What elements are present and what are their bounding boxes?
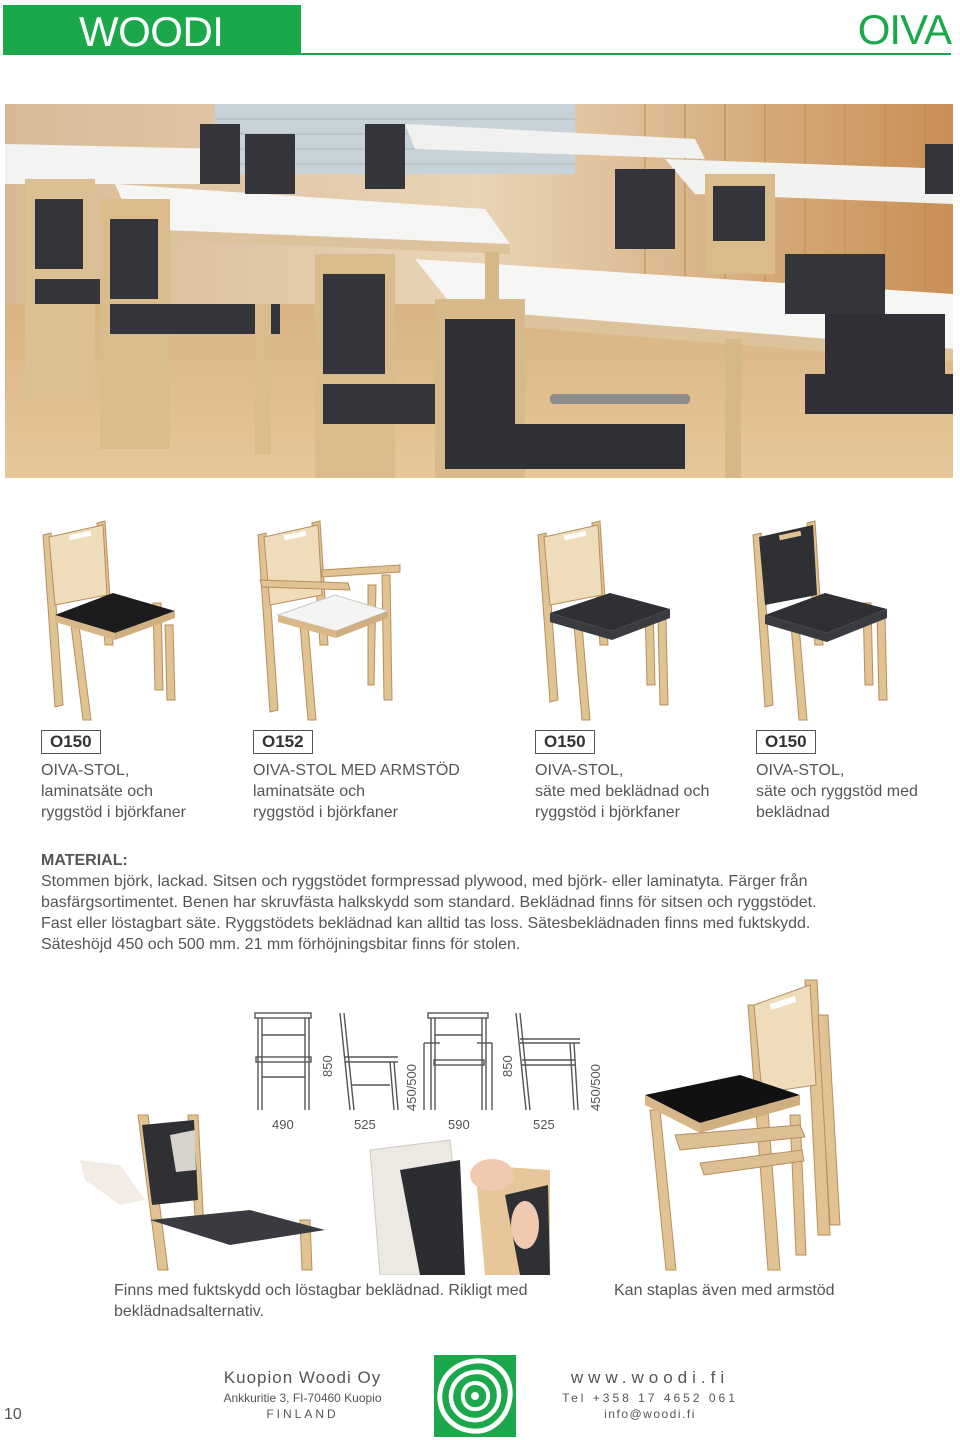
company-address: Ankkuritie 3, FI-70460 Kuopio <box>223 1391 382 1405</box>
company-name: Kuopion Woodi Oy <box>223 1368 382 1387</box>
product-description <box>535 760 709 823</box>
dimension-label: 525 <box>354 1117 376 1132</box>
chair-photo-o150-upholstered-seat <box>530 515 720 725</box>
dimension-label: 525 <box>533 1117 555 1132</box>
product-description-line: säte med beklädnad och <box>535 783 710 800</box>
product-code: O150 <box>756 730 816 754</box>
stacked-chairs-photo <box>630 975 860 1275</box>
product-description-line: beklädnad <box>756 804 830 821</box>
email-link[interactable]: info@woodi.fi <box>604 1407 696 1421</box>
product-description <box>756 760 918 823</box>
product-description-line: ryggstöd i björkfaner <box>41 804 186 821</box>
product-code: O150 <box>41 730 101 754</box>
chair-photo-o150-laminate <box>35 515 225 725</box>
product-description-line: ryggstöd i björkfaner <box>535 804 680 821</box>
upholstery-detail-photos <box>80 1110 555 1275</box>
dimension-label: 490 <box>272 1117 294 1132</box>
caption-upholstery: Finns med fuktskydd och löstagbar beklädnad. Rikligt med beklädnadsalternativ. <box>114 1282 528 1320</box>
material-text-line: Fast eller löstagbart säte. Ryggstödets beklädnad kan alltid tas loss. Sätesbeklädnaden finns med fuktskydd. <box>41 915 811 932</box>
product-description-line: ryggstöd i björkfaner <box>253 804 398 821</box>
material-heading: MATERIAL: <box>41 852 128 869</box>
dimension-label: 450/500 <box>404 1064 419 1111</box>
chair-photo-o150-fully-upholstered <box>745 515 935 725</box>
product-description-line: OIVA-STOL, <box>41 762 130 779</box>
header-rule <box>301 53 951 55</box>
page-number: 10 <box>4 1406 22 1423</box>
product-description-line: OIVA-STOL, <box>535 762 624 779</box>
material-section <box>41 850 921 955</box>
product-description-line: OIVA-STOL, <box>756 762 845 779</box>
chair-photo-o152-armrest <box>250 515 440 725</box>
product-description <box>41 760 186 823</box>
product-description-line: laminatsäte och <box>253 783 366 800</box>
dimension-label: 850 <box>320 1055 335 1077</box>
dimension-label: 850 <box>500 1055 515 1077</box>
product-code: O152 <box>253 730 313 754</box>
product-description-line: OIVA-STOL MED ARMSTÖD <box>253 762 460 779</box>
product-code: O150 <box>535 730 595 754</box>
hero-photo-dining-room <box>5 104 953 478</box>
company-info <box>205 1368 400 1421</box>
series-title: OIVA <box>857 6 951 53</box>
product-description <box>253 760 460 823</box>
dimension-label: 450/500 <box>588 1064 603 1111</box>
brand-name: WOODI <box>79 8 224 55</box>
woodi-logo <box>434 1355 516 1437</box>
phone-number: Tel +358 17 4652 061 <box>562 1391 738 1405</box>
material-text-line: basfärgsortimentet. Benen har skruvfästa halkskydd som standard. Beklädnad finns för sitsen och ryggstödet. <box>41 894 817 911</box>
product-description-line: laminatsäte och <box>41 783 154 800</box>
website-link[interactable]: www.woodi.fi <box>570 1368 730 1387</box>
dimension-label: 590 <box>448 1117 470 1132</box>
contact-info <box>560 1368 740 1421</box>
product-description-line: säte och ryggstöd med <box>756 783 918 800</box>
caption-stacking: Kan staplas även med armstöd <box>614 1282 835 1299</box>
company-country: FINLAND <box>266 1407 339 1421</box>
material-text-line: Säteshöjd 450 och 500 mm. 21 mm förhöjningsbitar finns för stolen. <box>41 936 521 953</box>
material-text-line: Stommen björk, lackad. Sitsen och ryggstödet formpressad plywood, med björk- eller laminatyta. Färger från <box>41 873 808 890</box>
